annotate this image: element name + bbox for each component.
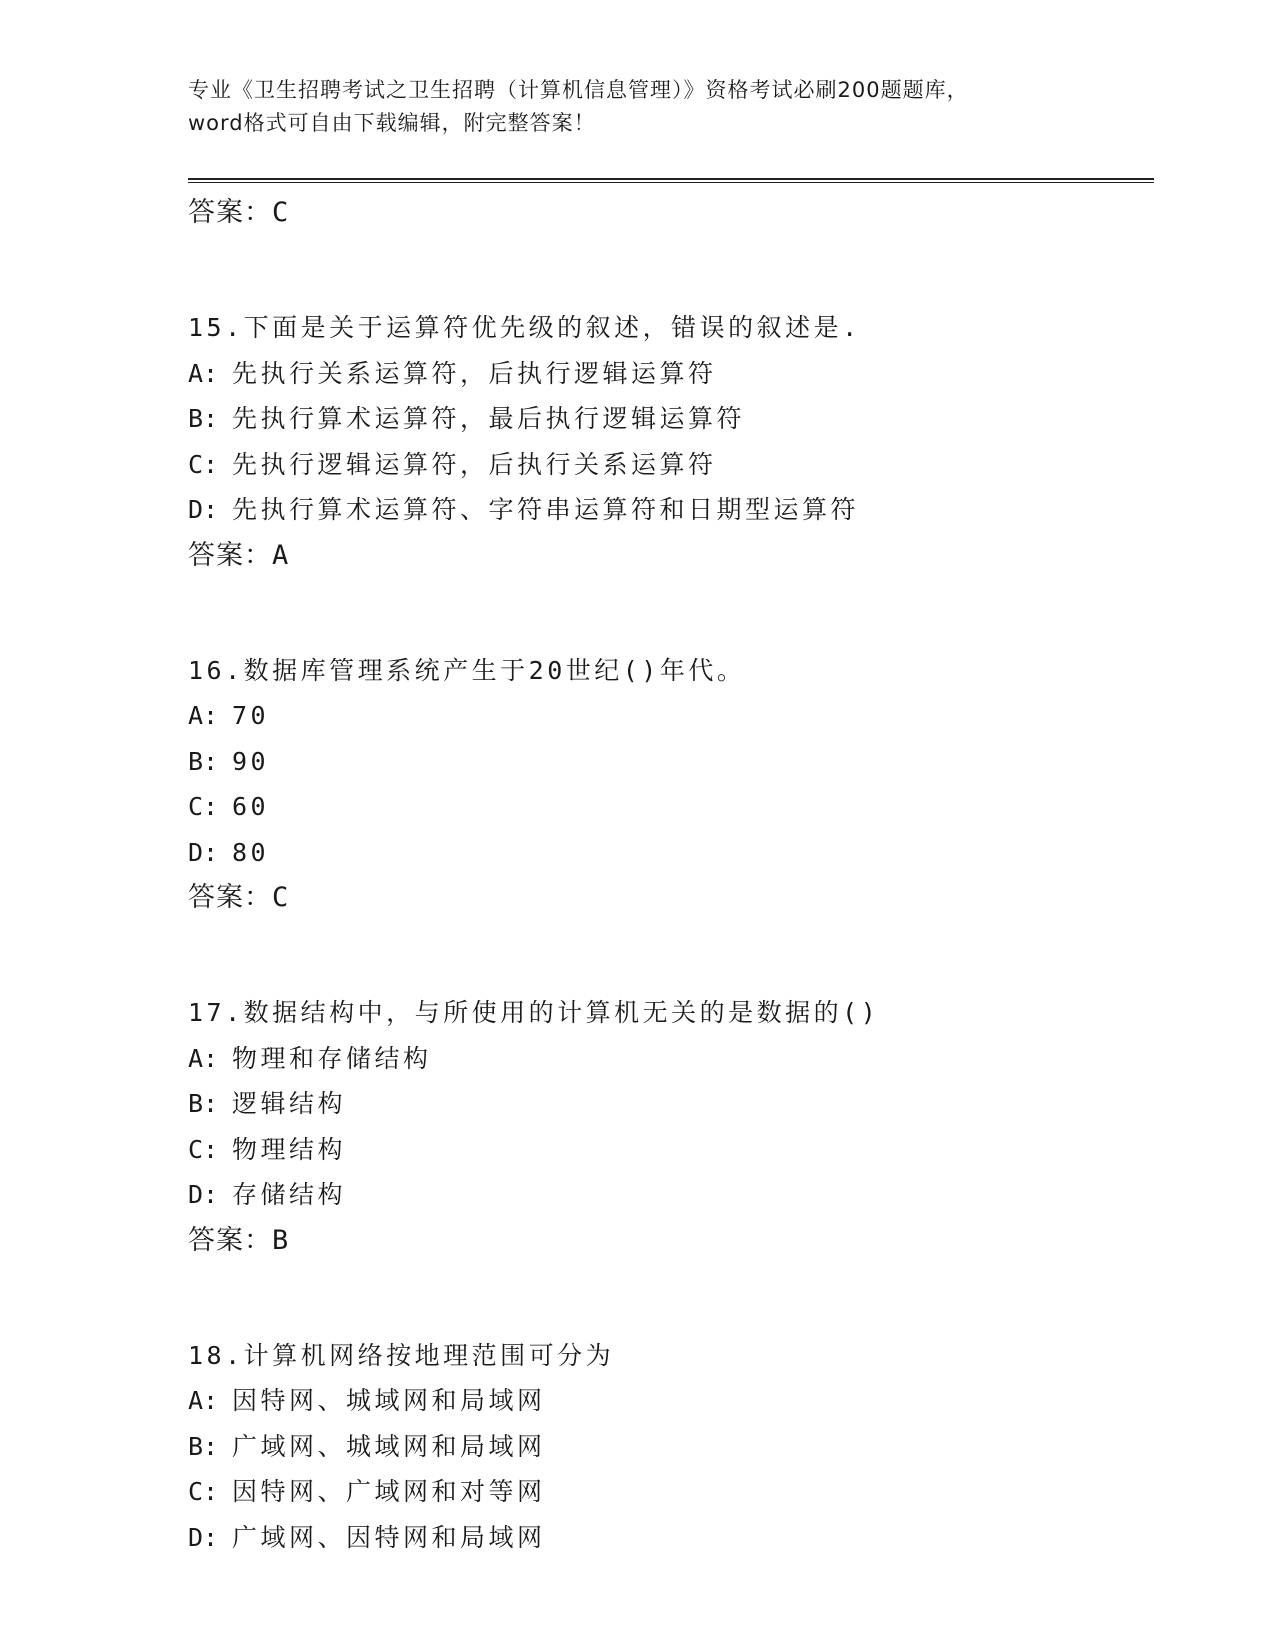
option-key: B: [188,746,219,776]
answer-value: A [272,539,290,571]
option-key: C: [188,1134,219,1164]
previous-answer [188,190,1148,235]
header-line-1: 专业《卫生招聘考试之卫生招聘（计算机信息管理）》资格考试必刷200题题库， [188,78,969,102]
option-a [188,1378,1148,1424]
question-answer [188,533,1148,578]
option-key: B: [188,1089,219,1118]
option-key: D: [188,837,219,867]
option-text: 逻辑结构 [232,1089,347,1118]
option-text: 60 [232,792,270,821]
question-stem: 15.下面是关于运算符优先级的叙述，错误的叙述是. [188,313,861,342]
option-key: A: [188,358,219,388]
question-answer [188,875,1148,920]
question-16 [188,648,1148,921]
option-b [188,1081,1148,1127]
question-stem: 18.计算机网络按地理范围可分为 [188,1340,615,1370]
option-text: 物理和存储结构 [232,1043,432,1073]
option-b [188,1424,1148,1470]
option-key: C: [188,792,219,821]
option-b [188,739,1148,785]
option-text: 先执行算术运算符、字符串运算符和日期型运算符 [232,495,860,524]
option-c [188,1469,1148,1515]
option-a [188,1036,1148,1082]
answer-value: C [272,882,290,913]
option-text: 80 [232,837,270,867]
option-key: A: [188,1043,219,1073]
option-d [188,830,1148,876]
option-c [188,1127,1148,1173]
option-key: B: [188,404,219,433]
document-header [188,74,1088,140]
option-text: 物理结构 [232,1134,347,1164]
option-c [188,784,1148,830]
option-d [188,487,1148,533]
header-divider [188,178,1154,183]
option-text: 90 [232,746,270,776]
answer-label: 答案： [188,1224,272,1256]
option-text: 因特网、广域网和对等网 [232,1477,546,1506]
question-list [188,190,1148,1560]
option-key: C: [188,449,219,479]
answer-value: C [272,197,290,228]
header-line-2: word格式可自由下载编辑，附完整答案！ [188,111,596,135]
option-text: 先执行逻辑运算符，后执行关系运算符 [232,449,717,479]
option-text: 广域网、城域网和局域网 [232,1431,546,1461]
option-key: A: [188,701,219,730]
option-d [188,1515,1148,1561]
option-c [188,442,1148,488]
option-d [188,1172,1148,1218]
question-stem: 16.数据库管理系统产生于20世纪()年代。 [188,655,746,685]
option-text: 因特网、城域网和局域网 [232,1386,546,1415]
option-key: D: [188,1522,219,1552]
option-text: 广域网、因特网和局域网 [232,1522,546,1552]
answer-label: 答案： [188,882,272,913]
question-stem: 17.数据结构中，与所使用的计算机无关的是数据的() [188,998,880,1027]
option-key: B: [188,1431,219,1461]
option-a [188,693,1148,739]
answer-label: 答案： [188,539,272,571]
question-answer [188,1218,1148,1263]
option-key: D: [188,1180,219,1209]
option-text: 先执行关系运算符，后执行逻辑运算符 [232,358,717,388]
option-text: 70 [232,701,270,730]
option-text: 先执行算术运算符，最后执行逻辑运算符 [232,404,746,433]
question-17 [188,990,1148,1263]
option-key: A: [188,1386,219,1415]
option-key: D: [188,495,219,524]
option-b [188,396,1148,442]
option-a [188,351,1148,397]
answer-label: 答案： [188,197,272,228]
question-15 [188,305,1148,578]
answer-value: B [272,1224,290,1256]
question-18 [188,1333,1148,1561]
option-key: C: [188,1477,219,1506]
option-text: 存储结构 [232,1180,347,1209]
